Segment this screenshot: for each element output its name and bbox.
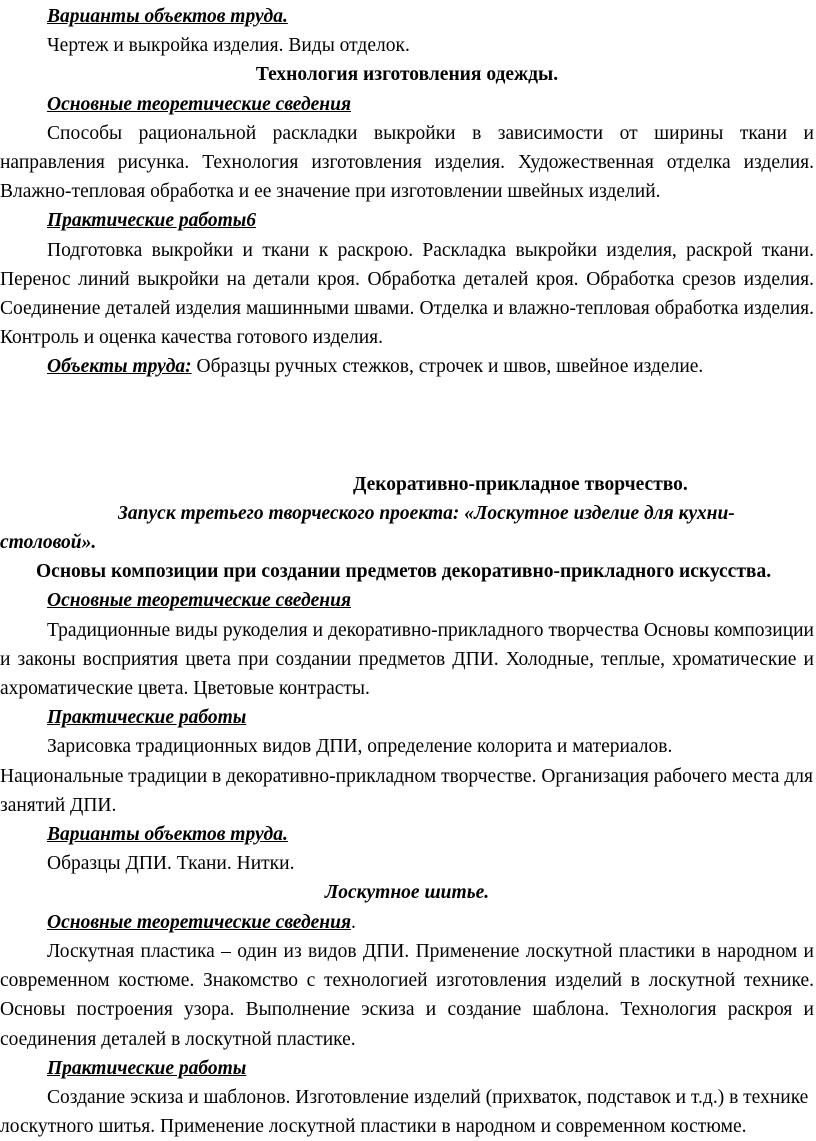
practice-text: Подготовка выкройки и ткани к раскрою. Раскладка выкройки изделия, раскрой ткани. Перенос линий выкройки на детали кроя. Обработка деталей кроя. Обработка срезов изделия. Соединение деталей изделия машинными швами. Отделка и влажно-тепловая обработка изделия. Контроль и оценка качества готового изделия. — [0, 239, 814, 349]
practice-text: Создание эскиза и шаблонов. Изготовление изделий (прихваток, подставок и т.д.) в технике лоскутного шитья. Применение лоскутной пластики в народном и современном костюме. — [0, 1086, 809, 1138]
section-title-decorative-art: Декоративно-прикладное творчество. — [353, 473, 688, 495]
section-title-clothing-technology: Технология изготовления одежды. — [255, 64, 559, 86]
variants-text: Чертеж и выкройка изделия. Виды отделок. — [47, 35, 410, 57]
composition-title: Основы композиции при создании предметов декоративно-прикладного искусства. — [36, 561, 772, 583]
section-title-patchwork: Лоскутное шитье. — [324, 882, 490, 904]
theory-heading: Основные теоретические сведения — [47, 590, 352, 612]
objects-text: Образцы ручных стежков, строчек и швов, швейное изделие. — [191, 356, 704, 378]
blank-space — [0, 382, 814, 470]
theory-text: Лоскутная пластика – один из видов ДПИ. Применение лоскутной пластики в народном и современном костюме. Знакомство с технологией изготовления изделий в лоскутной технике. Основы построения узора. Выполнение эскиза и создание шаблона. Технология раскроя и соединения деталей в лоскутной пластике. — [0, 940, 814, 1050]
objects-label: Объекты труда: — [47, 356, 192, 378]
variants-heading: Варианты объектов труда. — [47, 824, 288, 846]
theory-heading: Основные теоретические сведения — [47, 93, 352, 115]
theory-heading-line — [0, 908, 814, 937]
variants-heading: Варианты объектов труда. — [47, 6, 288, 27]
theory-heading-suffix: . — [351, 911, 356, 933]
practice-heading: Практические работы — [47, 707, 247, 729]
theory-text: Способы рациональной раскладки выкройки в зависимости от ширины ткани и направления рисунка. Технология изготовления изделия. Художественная отделка изделия. Влажно-тепловая обработка и ее значение при изготовлении швейных изделий. — [0, 122, 814, 203]
objects-paragraph — [0, 352, 814, 381]
practice-text: Зарисовка традиционных видов ДПИ, определение колорита и материалов. — [47, 736, 673, 758]
practice-heading: Практические работы6 — [47, 210, 257, 232]
variants-text: Образцы ДПИ. Ткани. Нитки. — [47, 853, 295, 875]
project-title: Запуск третьего творческого проекта: «Лоскутное изделие для кухни-столовой». — [0, 502, 735, 554]
theory-text: Традиционные виды рукоделия и декоративно-прикладного творчества Основы композиции и законы восприятия цвета при создании предметов ДПИ. Холодные, теплые, хроматические и ахроматические цвета. Цветовые контрасты. — [0, 619, 814, 700]
practice-heading: Практические работы — [47, 1057, 247, 1079]
theory-heading: Основные теоретические сведения — [47, 911, 352, 933]
practice-text-continued: Национальные традиции в декоративно-прикладном творчестве. Организация рабочего места для занятий ДПИ. — [0, 765, 813, 816]
